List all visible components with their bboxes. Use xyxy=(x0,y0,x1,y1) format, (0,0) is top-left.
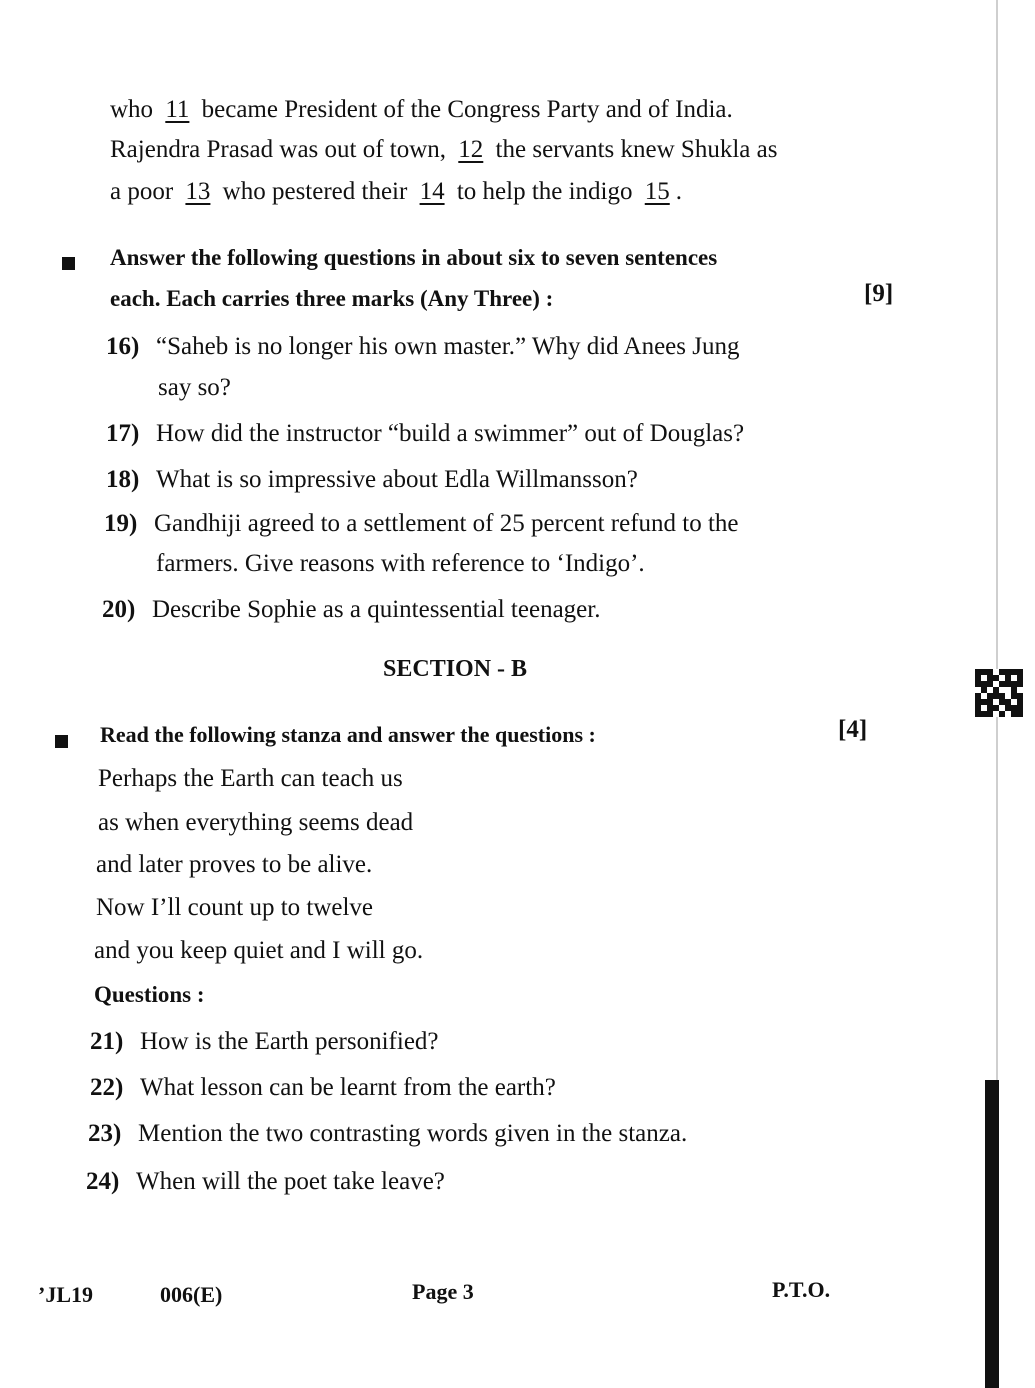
blank-11: 11 xyxy=(165,96,190,123)
question-text: “Saheb is no longer his own master.” Why did Anees Jung xyxy=(156,333,740,360)
passage-text: the servants knew Shukla as xyxy=(495,136,778,163)
passage-text: who xyxy=(110,96,154,123)
question-number: 16) xyxy=(106,333,140,360)
question-number: 23) xyxy=(88,1120,122,1147)
question-20 xyxy=(102,596,600,624)
binding-shadow xyxy=(985,1080,999,1388)
question-text: Mention the two contrasting words given in the stanza. xyxy=(138,1120,688,1147)
question-24 xyxy=(86,1168,445,1196)
passage-text: to help the indigo xyxy=(456,178,633,205)
question-text: How did the instructor “build a swimmer” out of Douglas? xyxy=(156,420,745,447)
stanza-line-2: as when everything seems dead xyxy=(98,809,414,836)
instruction-a-line-2: each. Each carries three marks (Any Three) : xyxy=(110,286,554,311)
passage-text: who pestered their xyxy=(222,178,408,205)
passage-line-2 xyxy=(110,136,777,164)
passage-line-3 xyxy=(110,178,682,206)
stanza-line-3: and later proves to be alive. xyxy=(96,851,373,878)
question-22 xyxy=(90,1074,556,1102)
question-number: 24) xyxy=(86,1168,120,1195)
question-23 xyxy=(88,1120,687,1148)
question-number: 19) xyxy=(104,510,138,537)
question-text: What lesson can be learnt from the earth? xyxy=(140,1074,556,1101)
passage-text: . xyxy=(675,178,682,205)
stanza-line-5: and you keep quiet and I will go. xyxy=(94,937,424,964)
question-16 xyxy=(106,333,739,361)
passage-text: Rajendra Prasad was out of town, xyxy=(110,136,447,163)
stanza-line-4: Now I’ll count up to twelve xyxy=(96,894,374,921)
question-text: When will the poet take leave? xyxy=(136,1168,445,1195)
blank-13: 13 xyxy=(185,178,211,205)
question-number: 21) xyxy=(90,1028,124,1055)
blank-15: 15 xyxy=(644,178,670,205)
instruction-a-line-1: Answer the following questions in about six to seven sentences xyxy=(110,245,718,270)
blank-12: 12 xyxy=(458,136,484,163)
bullet-icon xyxy=(55,735,68,748)
section-b-title: SECTION - B xyxy=(383,656,528,682)
passage-text: a poor xyxy=(110,178,174,205)
stanza-line-1: Perhaps the Earth can teach us xyxy=(98,765,403,792)
question-text: Describe Sophie as a quintessential teenager. xyxy=(152,596,601,623)
bullet-icon xyxy=(62,257,75,270)
question-21 xyxy=(90,1028,439,1056)
question-text: What is so impressive about Edla Willmansson? xyxy=(156,466,638,493)
footer-page: Page 3 xyxy=(412,1279,474,1304)
question-19-cont: farmers. Give reasons with reference to ‘Indigo’. xyxy=(156,550,645,577)
passage-line-1 xyxy=(110,96,733,124)
question-text: How is the Earth personified? xyxy=(140,1028,439,1055)
questions-label: Questions : xyxy=(94,982,205,1007)
footer-pto: P.T.O. xyxy=(772,1277,831,1302)
question-number: 22) xyxy=(90,1074,124,1101)
marks-a: [9] xyxy=(864,280,894,307)
marks-b: [4] xyxy=(838,716,868,743)
passage-text: became President of the Congress Party and of India. xyxy=(201,96,733,123)
question-number: 18) xyxy=(106,466,140,493)
question-text: Gandhiji agreed to a settlement of 25 percent refund to the xyxy=(154,510,739,537)
question-number: 20) xyxy=(102,596,136,623)
question-18 xyxy=(106,466,638,494)
footer-paper: 006(E) xyxy=(160,1282,223,1307)
question-number: 17) xyxy=(106,420,140,447)
question-19 xyxy=(104,510,739,538)
question-17 xyxy=(106,420,744,448)
footer-code: ’JL19 xyxy=(38,1282,93,1307)
qr-code xyxy=(975,669,1023,717)
instruction-b: Read the following stanza and answer the questions : xyxy=(100,722,596,747)
blank-14: 14 xyxy=(419,178,445,205)
question-16-cont: say so? xyxy=(158,374,231,401)
